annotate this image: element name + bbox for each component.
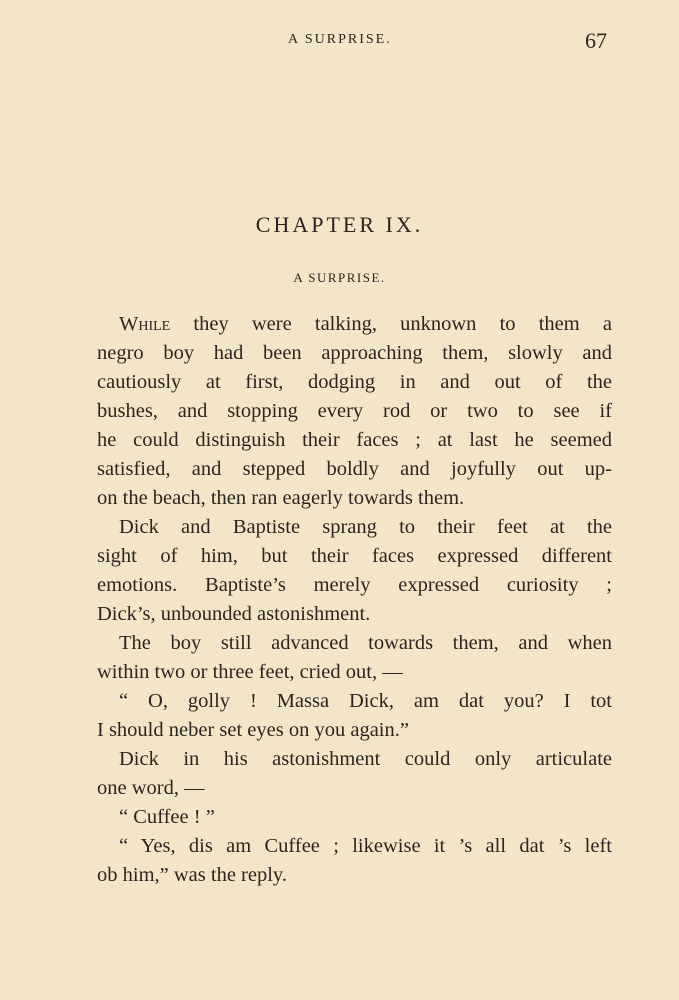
paragraph-line: Dick in his astonishment could only articulate bbox=[119, 748, 612, 770]
paragraph-line: “ O, golly ! Massa Dick, am dat you? I tot bbox=[119, 690, 612, 712]
paragraph-line: within two or three feet, cried out, — bbox=[97, 661, 403, 683]
paragraph-line: sight of him, but their faces expressed different bbox=[97, 545, 612, 567]
paragraph-line: one word, — bbox=[97, 777, 205, 799]
paragraph-line: ob him,” was the reply. bbox=[97, 864, 287, 886]
paragraph-line: negro boy had been approaching them, slowly and bbox=[97, 342, 612, 364]
paragraph-line: The boy still advanced towards them, and when bbox=[119, 632, 612, 654]
paragraph-line: I should neber set eyes on you again.” bbox=[97, 719, 409, 741]
paragraph-line: bushes, and stopping every rod or two to see if bbox=[97, 400, 612, 422]
paragraph-line: on the beach, then ran eagerly towards them. bbox=[97, 487, 465, 509]
line-text: they were talking, unknown to them a bbox=[170, 313, 612, 335]
paragraph-line: cautiously at first, dodging in and out of the bbox=[97, 371, 612, 393]
running-head bbox=[0, 28, 679, 52]
paragraph-line: satisfied, and stepped boldly and joyfully out up- bbox=[97, 458, 612, 480]
body-text bbox=[97, 310, 612, 890]
paragraph-line: emotions. Baptiste’s merely expressed curiosity ; bbox=[97, 574, 612, 596]
paragraph-line: he could distinguish their faces ; at last he seemed bbox=[97, 429, 612, 451]
chapter-heading: CHAPTER IX. bbox=[255, 212, 424, 237]
paragraph-line: “ Cuffee ! ” bbox=[119, 806, 215, 828]
running-title: A SURPRISE. bbox=[288, 32, 392, 47]
paragraph-line: “ Yes, dis am Cuffee ; likewise it ’s all dat ’s left bbox=[119, 835, 612, 857]
page-number: 67 bbox=[585, 28, 607, 53]
lead-word: While bbox=[119, 313, 171, 335]
paragraph-line: Dick and Baptiste sprang to their feet at the bbox=[119, 516, 612, 538]
paragraph-line: Dick’s, unbounded astonishment. bbox=[97, 603, 371, 625]
paragraph-line bbox=[97, 310, 612, 339]
chapter-subtitle: A SURPRISE. bbox=[293, 270, 386, 285]
